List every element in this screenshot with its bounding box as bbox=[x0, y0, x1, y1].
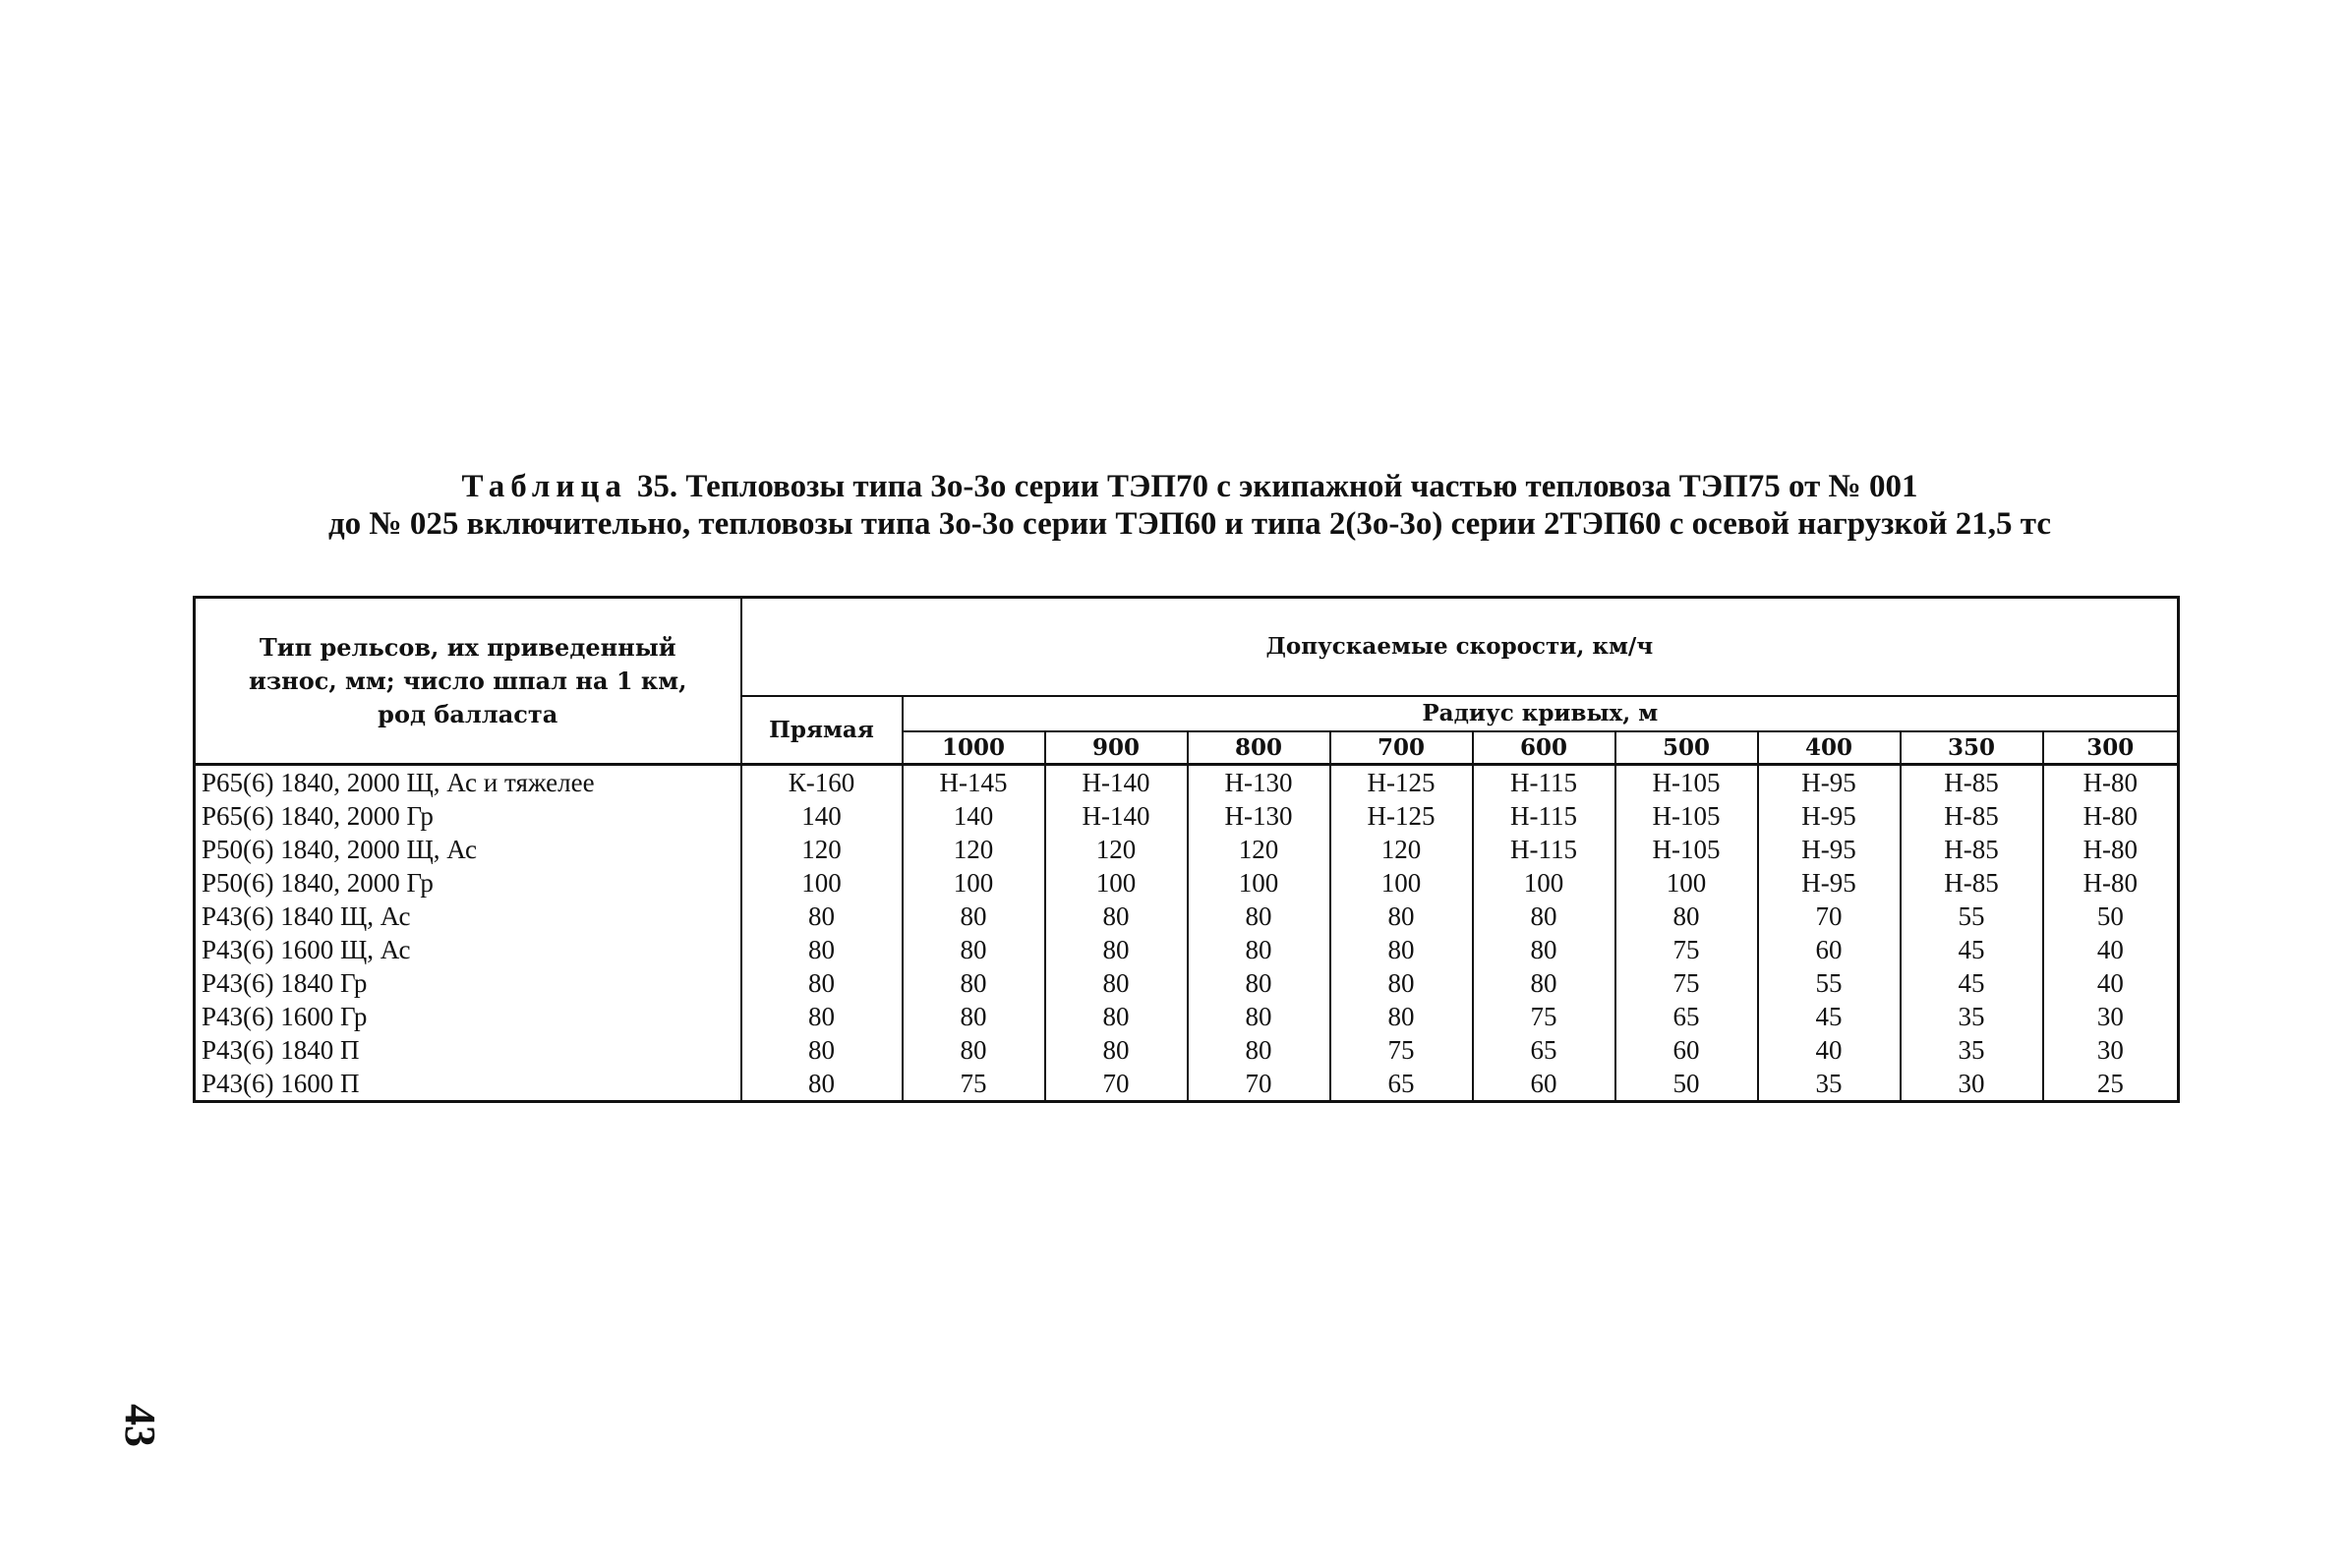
radius-column-header: 700 bbox=[1330, 731, 1473, 765]
table-row bbox=[195, 933, 2179, 966]
curve-speed-cell: Н-145 bbox=[903, 765, 1045, 800]
curve-speed-cell: 75 bbox=[1615, 933, 1758, 966]
curve-speed-cell: Н-80 bbox=[2043, 765, 2179, 800]
curve-speed-cell: 70 bbox=[1188, 1067, 1330, 1102]
radius-column-header: 500 bbox=[1615, 731, 1758, 765]
curve-speed-cell: 60 bbox=[1615, 1033, 1758, 1067]
curve-speed-cell: 55 bbox=[1901, 900, 2043, 933]
straight-speed-cell: 80 bbox=[741, 1000, 903, 1033]
speed-table bbox=[193, 596, 2180, 1103]
straight-speed-cell: 80 bbox=[741, 1033, 903, 1067]
curve-speed-cell: Н-80 bbox=[2043, 833, 2179, 866]
straight-speed-cell: 120 bbox=[741, 833, 903, 866]
curve-speed-cell: 40 bbox=[1758, 1033, 1901, 1067]
curve-speed-cell: Н-125 bbox=[1330, 799, 1473, 833]
curve-speed-cell: 120 bbox=[1188, 833, 1330, 866]
rail-type-cell: Р43(6) 1600 П bbox=[195, 1067, 741, 1102]
curve-speed-cell: 30 bbox=[1901, 1067, 2043, 1102]
curve-speed-cell: 75 bbox=[1615, 966, 1758, 1000]
curve-speed-cell: Н-115 bbox=[1473, 799, 1615, 833]
curve-speed-cell: 80 bbox=[1045, 1033, 1188, 1067]
curve-speed-cell: 80 bbox=[903, 900, 1045, 933]
curve-speed-cell: 80 bbox=[1045, 900, 1188, 933]
curve-speed-cell: 50 bbox=[2043, 900, 2179, 933]
table-row bbox=[195, 966, 2179, 1000]
curve-speed-cell: 100 bbox=[1188, 866, 1330, 900]
curve-speed-cell: 45 bbox=[1901, 966, 2043, 1000]
curve-speed-cell: 80 bbox=[1330, 933, 1473, 966]
curve-speed-cell: 80 bbox=[1188, 900, 1330, 933]
curve-speed-cell: 80 bbox=[903, 966, 1045, 1000]
curve-speed-cell: Н-95 bbox=[1758, 833, 1901, 866]
speeds-header: Допускаемые скорости, км/ч bbox=[741, 598, 2179, 696]
curve-speed-cell: 80 bbox=[1330, 1000, 1473, 1033]
curve-speed-cell: 80 bbox=[903, 1000, 1045, 1033]
curve-speed-cell: 80 bbox=[1330, 966, 1473, 1000]
curve-speed-cell: Н-85 bbox=[1901, 866, 2043, 900]
radius-column-header: 300 bbox=[2043, 731, 2179, 765]
curve-speed-cell: 55 bbox=[1758, 966, 1901, 1000]
radius-header: Радиус кривых, м bbox=[903, 696, 2179, 731]
curve-speed-cell: Н-125 bbox=[1330, 765, 1473, 800]
radius-column-header: 800 bbox=[1188, 731, 1330, 765]
curve-speed-cell: Н-140 bbox=[1045, 799, 1188, 833]
curve-speed-cell: 75 bbox=[1473, 1000, 1615, 1033]
page-number: 43 bbox=[116, 1404, 164, 1447]
curve-speed-cell: 60 bbox=[1758, 933, 1901, 966]
curve-speed-cell: Н-130 bbox=[1188, 799, 1330, 833]
curve-speed-cell: 80 bbox=[1045, 933, 1188, 966]
straight-header: Прямая bbox=[741, 696, 903, 765]
curve-speed-cell: Н-105 bbox=[1615, 833, 1758, 866]
curve-speed-cell: 25 bbox=[2043, 1067, 2179, 1102]
curve-speed-cell: 35 bbox=[1901, 1033, 2043, 1067]
table-title bbox=[177, 468, 2202, 543]
curve-speed-cell: 80 bbox=[1188, 1033, 1330, 1067]
radius-column-header: 350 bbox=[1901, 731, 2043, 765]
table-row bbox=[195, 799, 2179, 833]
curve-speed-cell: 120 bbox=[1045, 833, 1188, 866]
curve-speed-cell: 80 bbox=[1473, 966, 1615, 1000]
curve-speed-cell: 100 bbox=[1330, 866, 1473, 900]
curve-speed-cell: 70 bbox=[1045, 1067, 1188, 1102]
rail-type-cell: Р50(6) 1840, 2000 Гр bbox=[195, 866, 741, 900]
curve-speed-cell: 120 bbox=[903, 833, 1045, 866]
table-row bbox=[195, 833, 2179, 866]
straight-speed-cell: 80 bbox=[741, 900, 903, 933]
rail-type-cell: Р43(6) 1840 Гр bbox=[195, 966, 741, 1000]
rail-type-cell: Р65(6) 1840, 2000 Щ, Ас и тяжелее bbox=[195, 765, 741, 800]
curve-speed-cell: 65 bbox=[1473, 1033, 1615, 1067]
curve-speed-cell: 80 bbox=[1330, 900, 1473, 933]
curve-speed-cell: 75 bbox=[903, 1067, 1045, 1102]
curve-speed-cell: 50 bbox=[1615, 1067, 1758, 1102]
table-row bbox=[195, 1033, 2179, 1067]
curve-speed-cell: 75 bbox=[1330, 1033, 1473, 1067]
curve-speed-cell: Н-115 bbox=[1473, 765, 1615, 800]
curve-speed-cell: Н-105 bbox=[1615, 765, 1758, 800]
row-header-label bbox=[195, 598, 741, 765]
radius-column-header: 400 bbox=[1758, 731, 1901, 765]
straight-speed-cell: К-160 bbox=[741, 765, 903, 800]
curve-speed-cell: Н-130 bbox=[1188, 765, 1330, 800]
title-line-2: до № 025 включительно, тепловозы типа 3о-3о серии ТЭП60 и типа 2(3о-3о) серии 2ТЭП60 с осевой нагрузкой 21,5 тс bbox=[327, 506, 2051, 542]
curve-speed-cell: 65 bbox=[1615, 1000, 1758, 1033]
curve-speed-cell: 65 bbox=[1330, 1067, 1473, 1102]
straight-speed-cell: 80 bbox=[741, 1067, 903, 1102]
row-header-line-3: род балласта bbox=[378, 699, 558, 728]
curve-speed-cell: 120 bbox=[1330, 833, 1473, 866]
straight-speed-cell: 80 bbox=[741, 966, 903, 1000]
curve-speed-cell: Н-85 bbox=[1901, 765, 2043, 800]
curve-speed-cell: Н-115 bbox=[1473, 833, 1615, 866]
rail-type-cell: Р43(6) 1840 Щ, Ас bbox=[195, 900, 741, 933]
curve-speed-cell: 140 bbox=[903, 799, 1045, 833]
straight-speed-cell: 80 bbox=[741, 933, 903, 966]
curve-speed-cell: 80 bbox=[903, 933, 1045, 966]
curve-speed-cell: 45 bbox=[1758, 1000, 1901, 1033]
curve-speed-cell: 70 bbox=[1758, 900, 1901, 933]
curve-speed-cell: 80 bbox=[1615, 900, 1758, 933]
title-line-1-text: 35. Тепловозы типа 3о-3о серии ТЭП70 с экипажной частью тепловоза ТЭП75 от № 001 bbox=[636, 469, 1918, 504]
curve-speed-cell: 35 bbox=[1758, 1067, 1901, 1102]
radius-column-header: 900 bbox=[1045, 731, 1188, 765]
curve-speed-cell: Н-95 bbox=[1758, 765, 1901, 800]
curve-speed-cell: Н-140 bbox=[1045, 765, 1188, 800]
straight-speed-cell: 140 bbox=[741, 799, 903, 833]
curve-speed-cell: 40 bbox=[2043, 966, 2179, 1000]
curve-speed-cell: 45 bbox=[1901, 933, 2043, 966]
table-row bbox=[195, 1000, 2179, 1033]
curve-speed-cell: 100 bbox=[1045, 866, 1188, 900]
curve-speed-cell: 80 bbox=[903, 1033, 1045, 1067]
curve-speed-cell: 100 bbox=[1615, 866, 1758, 900]
curve-speed-cell: 100 bbox=[1473, 866, 1615, 900]
row-header-line-2: износ, мм; число шпал на 1 км, bbox=[249, 666, 687, 695]
table-row bbox=[195, 1067, 2179, 1102]
curve-speed-cell: Н-80 bbox=[2043, 866, 2179, 900]
title-word: Таблица bbox=[461, 469, 627, 504]
radius-column-header: 1000 bbox=[903, 731, 1045, 765]
curve-speed-cell: Н-105 bbox=[1615, 799, 1758, 833]
title-line-1 bbox=[177, 468, 2202, 505]
row-header-line-1: Тип рельсов, их приведенный bbox=[259, 632, 676, 662]
curve-speed-cell: Н-85 bbox=[1901, 833, 2043, 866]
rail-type-cell: Р43(6) 1600 Гр bbox=[195, 1000, 741, 1033]
rail-type-cell: Р50(6) 1840, 2000 Щ, Ас bbox=[195, 833, 741, 866]
curve-speed-cell: 35 bbox=[1901, 1000, 2043, 1033]
curve-speed-cell: 80 bbox=[1045, 1000, 1188, 1033]
table-row bbox=[195, 900, 2179, 933]
curve-speed-cell: 80 bbox=[1188, 933, 1330, 966]
rail-type-cell: Р43(6) 1840 П bbox=[195, 1033, 741, 1067]
curve-speed-cell: 80 bbox=[1188, 966, 1330, 1000]
table-row bbox=[195, 765, 2179, 800]
table-row bbox=[195, 866, 2179, 900]
curve-speed-cell: Н-85 bbox=[1901, 799, 2043, 833]
rail-type-cell: Р43(6) 1600 Щ, Ас bbox=[195, 933, 741, 966]
curve-speed-cell: Н-80 bbox=[2043, 799, 2179, 833]
curve-speed-cell: 60 bbox=[1473, 1067, 1615, 1102]
curve-speed-cell: 80 bbox=[1473, 900, 1615, 933]
curve-speed-cell: 100 bbox=[903, 866, 1045, 900]
radius-column-header: 600 bbox=[1473, 731, 1615, 765]
rail-type-cell: Р65(6) 1840, 2000 Гр bbox=[195, 799, 741, 833]
curve-speed-cell: 30 bbox=[2043, 1000, 2179, 1033]
curve-speed-cell: 80 bbox=[1188, 1000, 1330, 1033]
curve-speed-cell: Н-95 bbox=[1758, 866, 1901, 900]
straight-speed-cell: 100 bbox=[741, 866, 903, 900]
curve-speed-cell: Н-95 bbox=[1758, 799, 1901, 833]
curve-speed-cell: 40 bbox=[2043, 933, 2179, 966]
curve-speed-cell: 30 bbox=[2043, 1033, 2179, 1067]
curve-speed-cell: 80 bbox=[1473, 933, 1615, 966]
curve-speed-cell: 80 bbox=[1045, 966, 1188, 1000]
